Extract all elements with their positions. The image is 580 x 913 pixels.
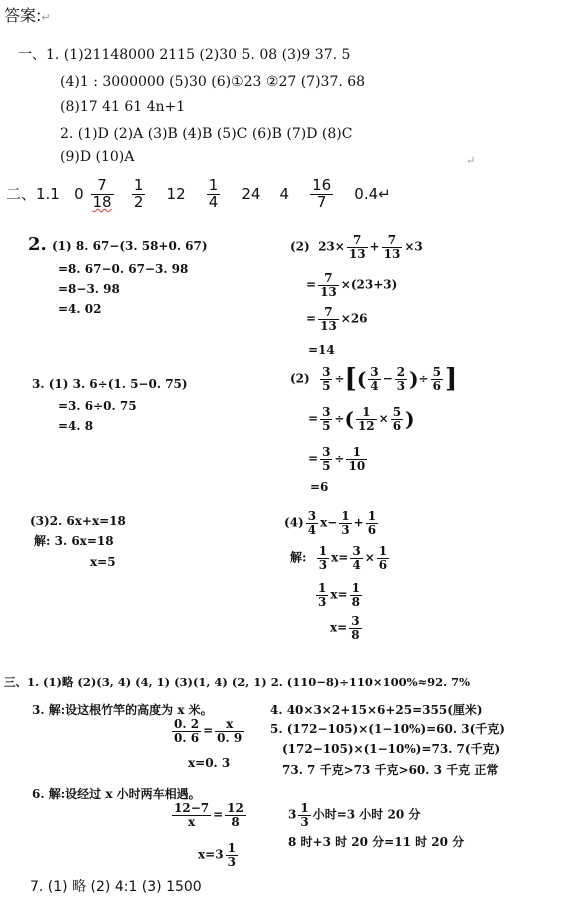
q4-b1: (4) $\frac{3}{4}$ x− $\frac{1}{3}$ + $\frac{1}{6}$ [284, 509, 377, 537]
s3-line1: 三、1. (1)略 (2)(3, 4) (4, 1) (3)(1, 4) (2, 1) 2. (110−8)÷110×100%≈92. 7% [4, 675, 471, 689]
s3-h2: 8 时+3 时 20 分=11 时 20 分 [288, 835, 465, 849]
s3-line6: 6. 解:设经过 x 小时两车相遇。 [32, 787, 201, 801]
q3-b2: = $\frac{3}{5}$ ÷( $\frac{1}{12}$ × $\frac{5}{6}$ ) [308, 405, 415, 433]
q2-a1: (1) 8. 67−(3. 58+0. 67) [52, 239, 208, 253]
return-mark-icon: ↵ [466, 154, 476, 167]
q2-b3: = $\frac{7}{13}$ ×26 [306, 305, 368, 333]
page-title [4, 8, 51, 24]
q3-b1: (2) $\frac{3}{5}$ ÷[( $\frac{3}{4}$ − $\frac{2}{3}$ )÷ $\frac{5}{6}$ ] [290, 364, 458, 395]
q3-a3: =4. 8 [58, 419, 94, 433]
q2-a3: =8−3. 98 [58, 282, 120, 296]
s3-r4: 73. 7 千克>73 千克>60. 3 千克 正常 [282, 763, 499, 777]
q2-b1: (2) 23× $\frac{7}{13}$ + $\frac{7}{13}$ ×3 [290, 233, 423, 261]
q4-b3: $\frac{1}{3}$ x= $\frac{1}{8}$ [318, 581, 360, 609]
s3-eq: $\frac{0. 2}{0. 6}$ = $\frac{x}{0. 9}$ [174, 717, 243, 745]
fraction: $\frac{16}{7}$ [312, 176, 332, 211]
s2-last: 0.4↵ [354, 185, 391, 203]
fraction: $\frac{1}{4}$ [208, 176, 219, 211]
s2-line [6, 172, 391, 216]
s3-eq-result: x=0. 3 [188, 756, 231, 770]
s2-24: 24 [241, 185, 261, 203]
s2-twelve: 12 [166, 185, 186, 203]
s3-line2: 3. 解:设这根竹竿的高度为 x 米。 [32, 703, 213, 717]
s3-e6-result: x=3 $\frac{1}{3}$ [198, 841, 236, 869]
q3-b4: =6 [310, 480, 329, 494]
q4-a1: (3)2. 6x+x=18 [30, 514, 126, 528]
s3-line7: 7. (1) 略 (2) 4:1 (3) 1500 [30, 879, 202, 895]
s1-line3: (8)17 41 61 4n+1 [60, 99, 186, 115]
q3-b3: = $\frac{3}{5}$ ÷ $\frac{1}{10}$ [308, 445, 366, 473]
q2-a4: =4. 02 [58, 302, 102, 316]
title-text: 答案: [4, 6, 42, 25]
q4-a2: 解: 3. 6x=18 [34, 534, 114, 548]
q2-number: 2. [28, 234, 47, 255]
s3-e6: $\frac{12-7}{x}$ = $\frac{12}{8}$ [174, 801, 244, 829]
return-mark-icon: ↵ [41, 11, 51, 24]
s3-h1: 3 $\frac{1}{3}$ 小时=3 小时 20 分 [288, 801, 421, 829]
s1-line2: (4)1 : 3000000 (5)30 (6)①23 ②27 (7)37. 68 [60, 74, 366, 90]
q3-a1: 3. (1) 3. 6÷(1. 5−0. 75) [32, 377, 188, 391]
s3-r3: (172−105)×(1−10%)=73. 7(千克) [282, 742, 501, 756]
s3-r2: 5. (172−105)×(1−10%)=60. 3(千克) [270, 722, 505, 736]
s1-line5: (9)D (10)A [60, 149, 135, 165]
q4-b4: x= $\frac{3}{8}$ [330, 614, 360, 642]
q4-a3: x=5 [90, 555, 116, 569]
s2-4: 4 [279, 185, 290, 203]
q2-b4: =14 [308, 343, 335, 357]
fraction: $\frac{1}{2}$ [133, 176, 144, 211]
s2-lead: 二、1.1 [6, 185, 60, 203]
q2-b2: = $\frac{7}{13}$ ×(23+3) [306, 271, 398, 299]
q3-a2: =3. 6÷0. 75 [58, 399, 137, 413]
q4-b2: 解: $\frac{1}{3}$ x= $\frac{3}{4}$ × $\frac{1}{6}$ [290, 544, 388, 572]
s3-r1: 4. 40×3×2+15×6+25=355(厘米) [270, 703, 483, 717]
s2-zero: 0 [74, 185, 84, 203]
s1-line1: 一、1. (1)21148000 2115 (2)30 5. 08 (3)9 37. 5 [18, 47, 351, 63]
fraction: $\frac{7}{18}$ [92, 176, 112, 211]
q2-a2: =8. 67−0. 67−3. 98 [58, 262, 189, 276]
s1-line4: 2. (1)D (2)A (3)B (4)B (5)C (6)B (7)D (8)C [60, 126, 353, 142]
